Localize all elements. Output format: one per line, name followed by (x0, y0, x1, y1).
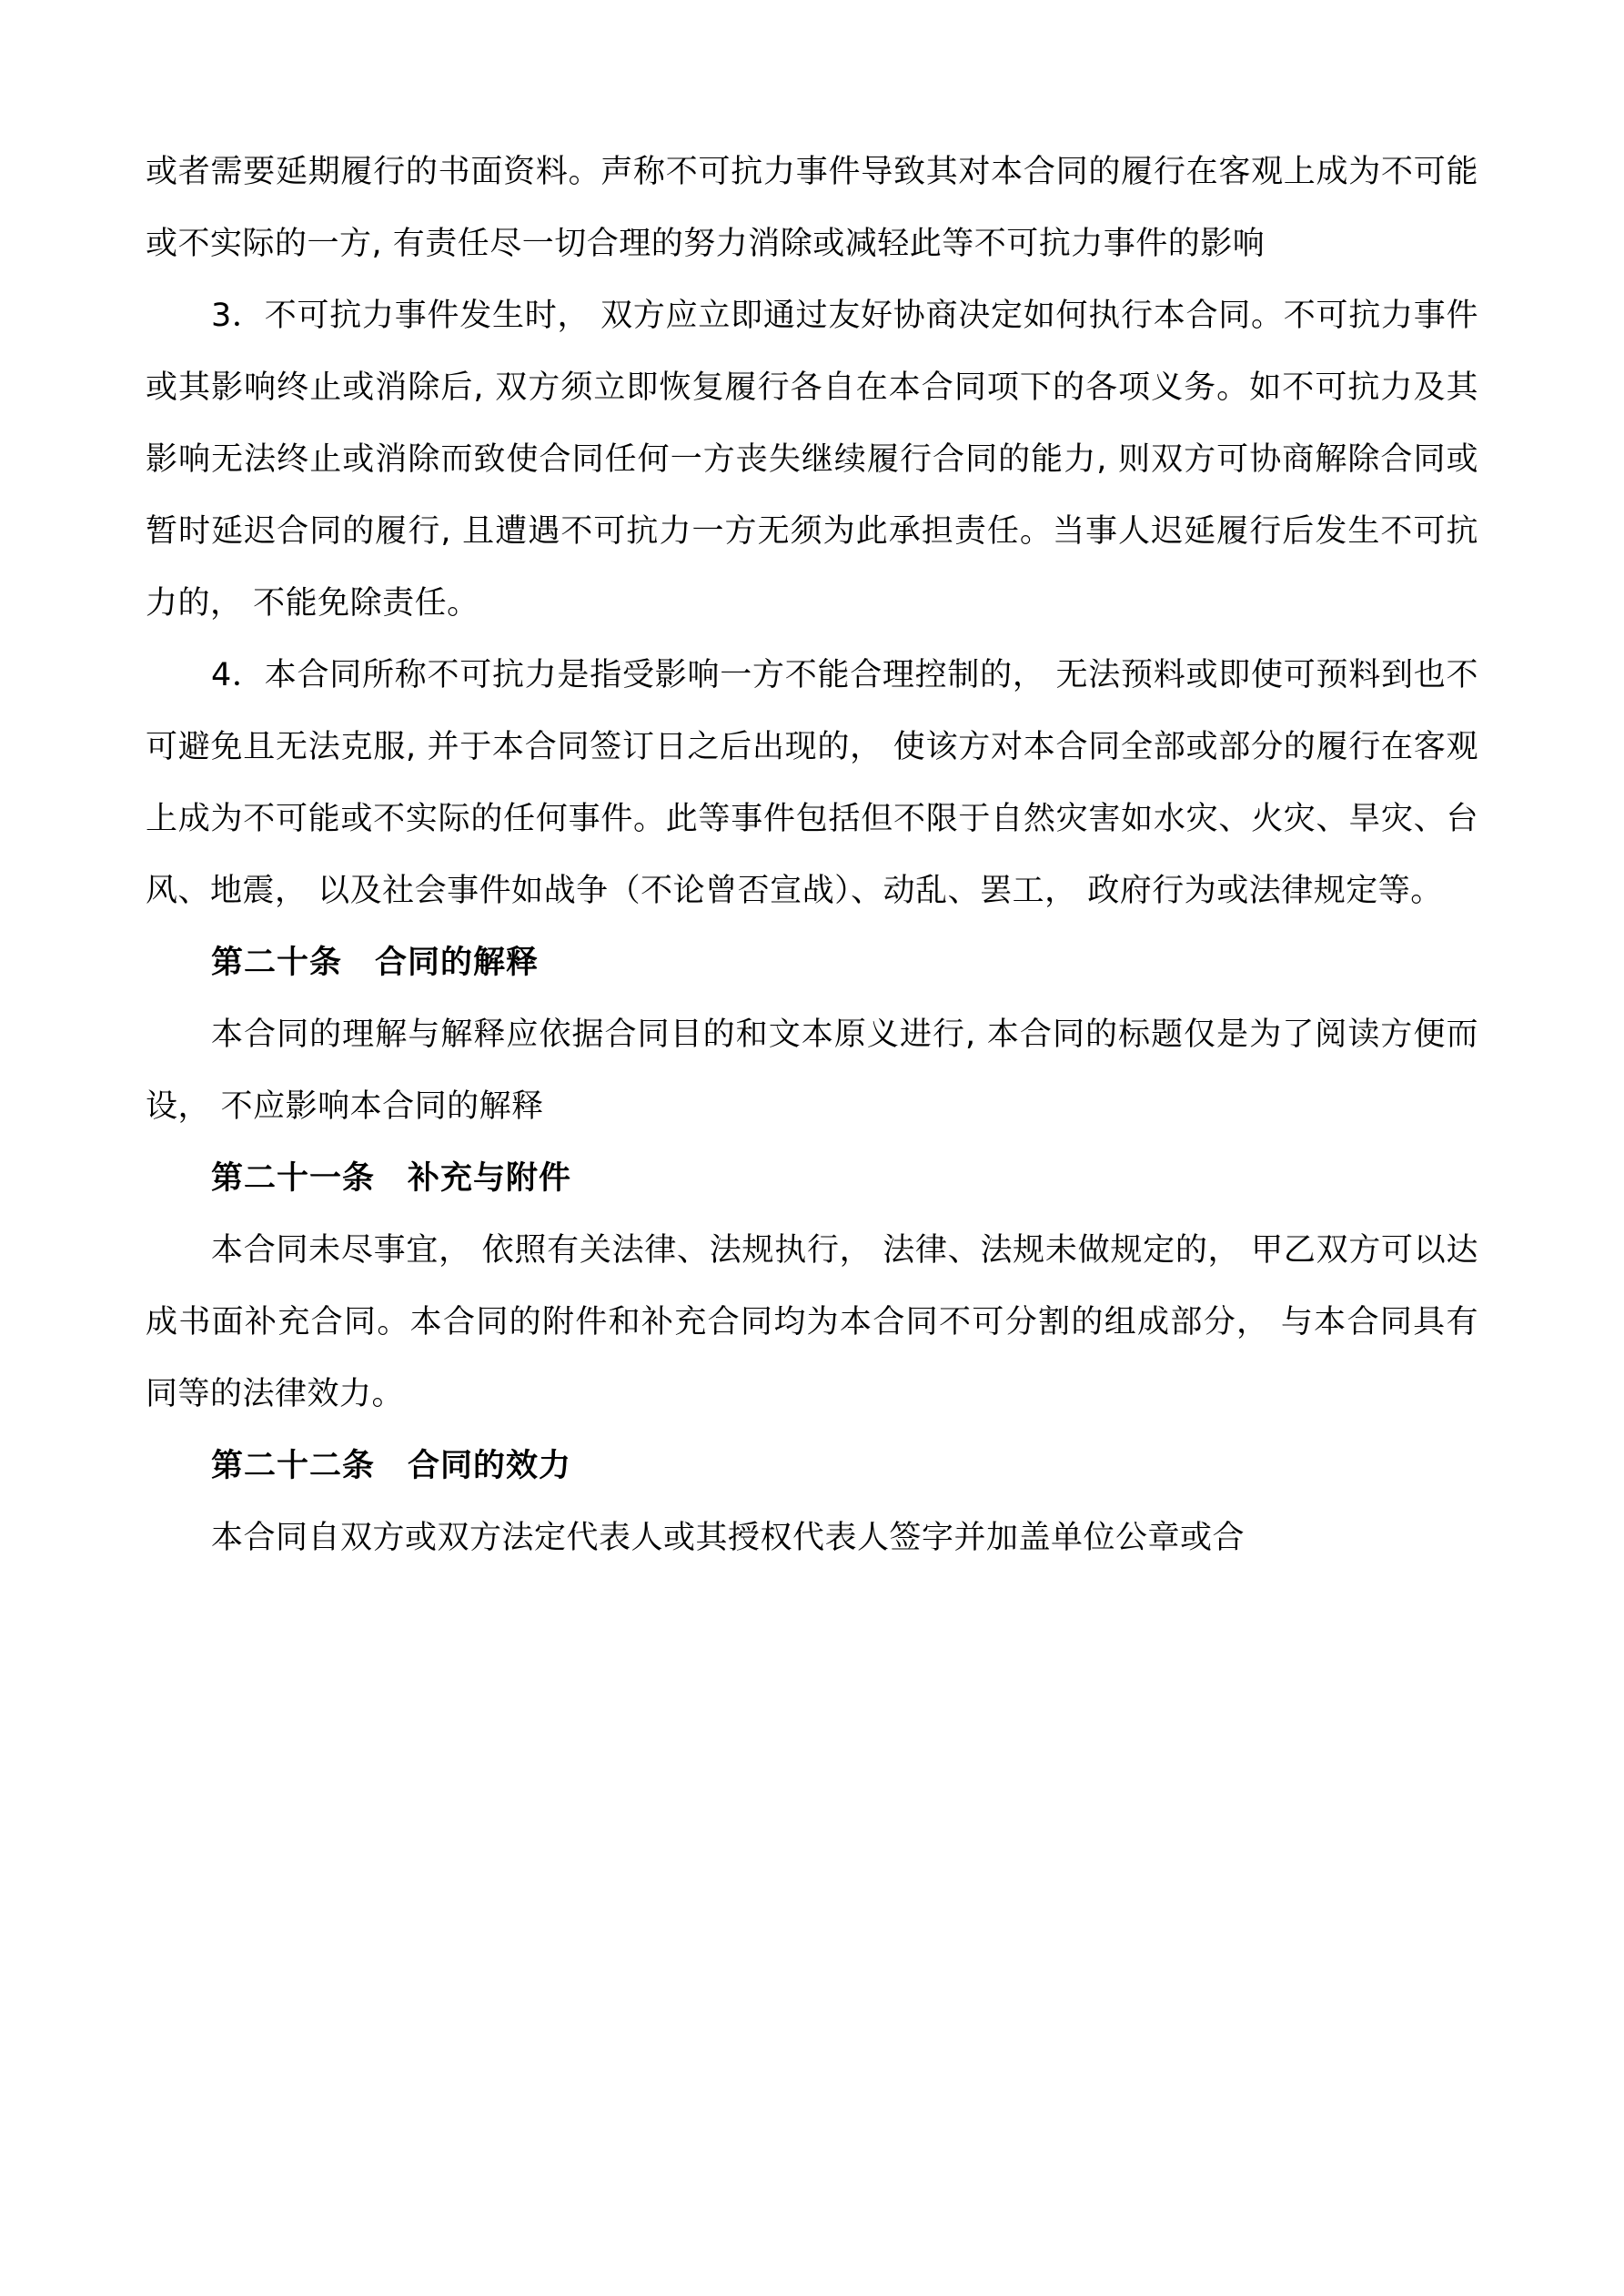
heading-article-20: 第二十条 合同的解释 (211, 945, 540, 981)
paragraph-clause-4: 4．本合同所称不可抗力是指受影响一方不能合理控制的， 无法预料或即使可预料到也不可避免且无法克服, 并于本合同签订日之后出现的， 使该方对本合同全部或部分的履行在客观上成为不可能或不实际的任何事件。此等事件包括但不限于自然灾害如水灾、火灾、旱灾、台风、地震， 以及社会事件如战争（不论曾否宣战）、动乱、罢工， 政府行为或法律规定等。 (146, 657, 1478, 909)
document-body (146, 137, 1478, 1574)
paragraph-article-21-body: 本合同未尽事宜， 依照有关法律、法规执行， 法律、法规未做规定的， 甲乙双方可以达成书面补充合同。本合同的附件和补充合同均为本合同不可分割的组成部分， 与本合同具有同等的法律效力。 (146, 1232, 1478, 1412)
paragraph-article-20-body: 本合同的理解与解释应依据合同目的和文本原义进行, 本合同的标题仅是为了阅读方便而设， 不应影响本合同的解释 (146, 1017, 1478, 1125)
paragraph-clause-3: 3．不可抗力事件发生时， 双方应立即通过友好协商决定如何执行本合同。不可抗力事件或其影响终止或消除后, 双方须立即恢复履行各自在本合同项下的各项义务。如不可抗力及其影响无法终止或消除而致使合同任何一方丧失继续履行合同的能力, 则双方可协商解除合同或暂时延迟合同的履行, 且遭遇不可抗力一方无须为此承担责任。当事人迟延履行后发生不可抗力的， 不能免除责任。 (146, 298, 1478, 622)
paragraph-continuation: 或者需要延期履行的书面资料。声称不可抗力事件导致其对本合同的履行在客观上成为不可能或不实际的一方, 有责任尽一切合理的努力消除或减轻此等不可抗力事件的影响 (146, 154, 1478, 262)
paragraph-article-22-body: 本合同自双方或双方法定代表人或其授权代表人签字并加盖单位公章或合 (211, 1520, 1246, 1556)
heading-article-22: 第二十二条 合同的效力 (211, 1448, 572, 1484)
heading-article-21: 第二十一条 补充与附件 (211, 1160, 572, 1197)
